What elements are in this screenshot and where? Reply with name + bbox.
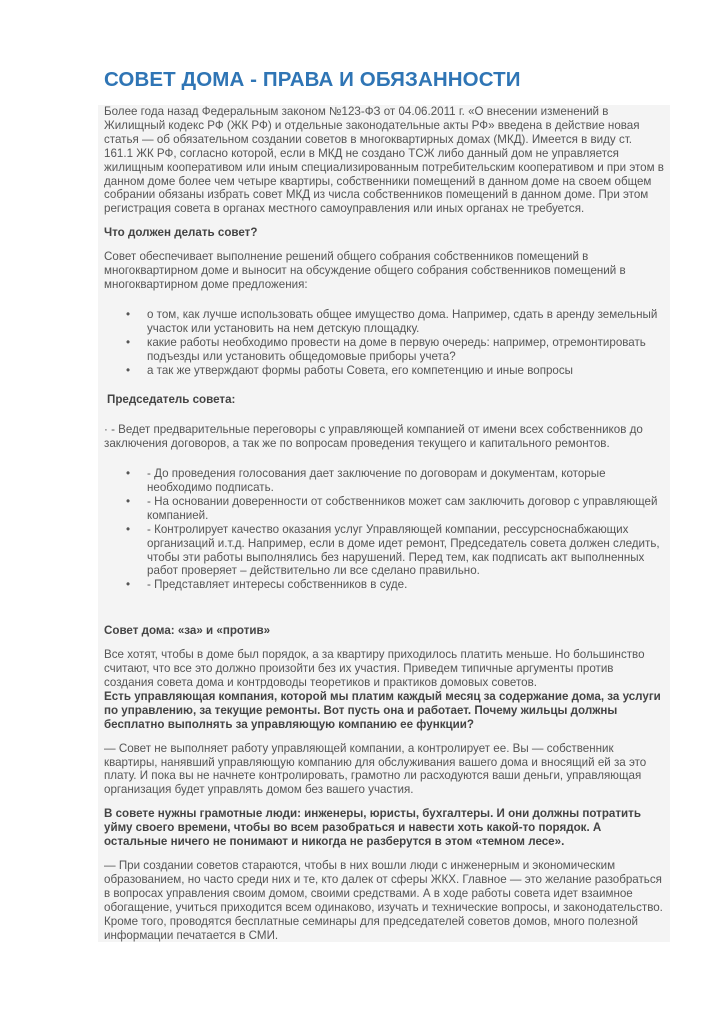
section-heading-pros-cons: Совет дома: «за» и «против» bbox=[104, 624, 271, 638]
list-item: • - Контролирует качество оказания услуг Управляющей компании, рессурсноснабжающих организаций и.т.д. Например, если в доме идет ремонт, Председатель совета должен следить, чтобы эти работы выполнялись без нарушений. Перед тем, как подписать акт выполненных работ проверяет – действительно ли все сделано правильно. bbox=[147, 523, 664, 579]
list-item: • о том, как лучше использовать общее имущество дома. Например, сдать в аренду земельный участок или установить на нем детскую площадку. bbox=[147, 308, 664, 336]
document-page bbox=[104, 68, 664, 942]
list-item: • - До проведения голосования дает заключение по договорам и документам, которые необходимо подписать. bbox=[147, 467, 664, 495]
intro-paragraph: Более года назад Федеральным законом №123-ФЗ от 04.06.2011 г. «О внесении изменений в Жилищный кодекс РФ (ЖК РФ) и отдельные законодательные акты РФ» введена в действие новая статья — об обязательном создании советов в многоквартирных домах (МКД). Имеется в виду ст. 161.1 ЖК РФ, согласно которой, если в МКД не создано ТСЖ либо данный дом не управляется жилищным кооперативом или иным специализированным потребительским кооперативом и при этом в данном доме более чем четыре квартиры, собственники помещений в данном доме на своем общем собрании обязаны избрать совет МКД из числа собственников помещений в данном доме. При этом регистрация совета в органах местного самоуправления или иных органах не требуется. bbox=[104, 105, 664, 216]
list-item: • - На основании доверенности от собственников может сам заключить договор с управляющей компанией. bbox=[147, 495, 664, 523]
chairman-lead-paragraph: · - Ведет предварительные переговоры с управляющей компанией от имени всех собственников до заключения договоров, а так же по вопросам проведения текущего и капитального ремонтов. bbox=[104, 423, 643, 451]
list-item: • - Представляет интересы собственников в суде. bbox=[147, 578, 664, 592]
argument-answer-1: — Совет не выполняет работу управляющей компании, а контролирует ее. Вы — собственник квартиры, нанявший управляющую компанию для обслуживания вашего дома и вносящий ей за это плату. И пока вы не начнете контролировать, грамотно ли расходуются ваши деньги, управляющая организация будет управлять домом без вашего участия. bbox=[104, 741, 647, 797]
section-heading-what-council-does: Что должен делать совет? bbox=[104, 226, 258, 240]
pros-cons-paragraph: Все хотят, чтобы в доме был порядок, а за квартиру приходилось платить меньше. Но большинство считают, что все это должно произойти без их участия. Приведем типичные аргументы против создания совета дома и контрдоводы теоретиков и практиков домовых советов. bbox=[104, 648, 645, 689]
argument-question-2: В совете нужны грамотные люди: инженеры, юристы, бухгалтеры. И они должны потратить уйму своего времени, чтобы во всем разобраться и навести хоть какой-то порядок. А остальные ничего не понимают и никогда не разберутся в этом «темном лесе». bbox=[104, 807, 641, 849]
list-item: • а так же утверждают формы работы Совета, его компетенцию и иные вопросы bbox=[147, 364, 664, 378]
section1-bullet-list bbox=[104, 308, 664, 378]
section1-paragraph: Совет обеспечивает выполнение решений общего собрания собственников помещений в многоквартирном доме и выносит на обсуждение общего собрания собственников помещений в многоквартирном доме предложения: bbox=[104, 250, 626, 291]
argument-answer-2: — При создании советов стараются, чтобы в них вошли люди с инженерным и экономическим образованием, но часто среди них и те, кто далек от сферы ЖКХ. Главное — это желание разобраться в вопросах управления своим домом, своими средствами. А в ходе работы совета идет взаимное обогащение, учиться приходится всем одинаково, изучать и технические вопросы, и законодательство. Кроме того, проводятся бесплатные семинары для председателей советов домов, много полезной информации печатается в СМИ. bbox=[104, 858, 663, 942]
content-body bbox=[98, 105, 670, 942]
section-heading-chairman: Председатель совета: bbox=[107, 393, 236, 407]
list-item: • какие работы необходимо провести на доме в первую очередь: например, отремонтировать подъезды или установить общедомовые приборы учета? bbox=[147, 336, 664, 364]
argument-question-1: Есть управляющая компания, которой мы платим каждый месяц за содержание дома, за услуги по управлению, за текущие ремонты. Вот пусть она и работает. Почему жильцы должны бесплатно выполнять за управляющую компанию ее функции? bbox=[104, 689, 661, 731]
document-title: СОВЕТ ДОМА - ПРАВА И ОБЯЗАННОСТИ bbox=[104, 68, 521, 91]
chairman-bullet-list bbox=[104, 467, 664, 592]
